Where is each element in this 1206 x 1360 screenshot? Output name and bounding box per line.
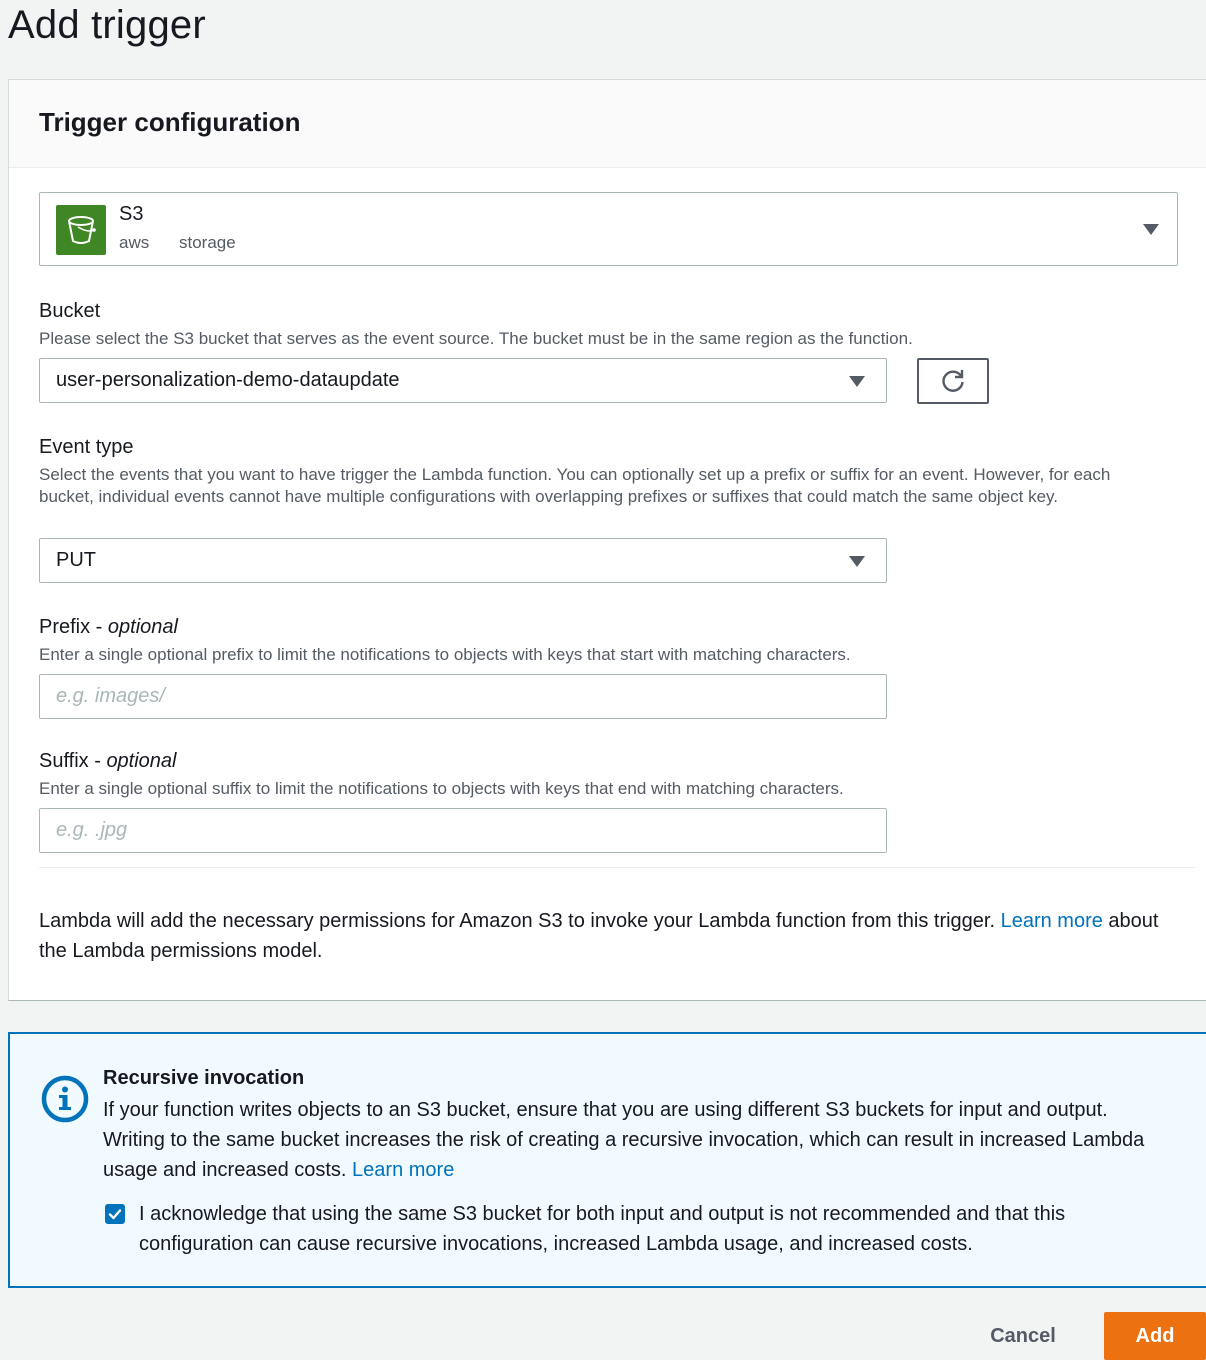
- bucket-description: Please select the S3 bucket that serves as the event source. The bucket must be in the same region as the function.: [39, 329, 913, 348]
- permissions-text: Lambda will add the necessary permissions for Amazon S3 to invoke your Lambda function from this trigger.: [39, 910, 1001, 932]
- cancel-button[interactable]: Cancel: [968, 1312, 1078, 1360]
- bucket-label: Bucket: [39, 300, 101, 322]
- trigger-source-select[interactable]: [39, 192, 1178, 266]
- suffix-input[interactable]: [40, 809, 886, 852]
- suffix-field[interactable]: [39, 808, 887, 853]
- caret-down-icon: [849, 376, 865, 387]
- acknowledge-checkbox[interactable]: [105, 1204, 125, 1224]
- refresh-buckets-button[interactable]: [917, 358, 989, 404]
- alert-learn-more-link[interactable]: Learn more: [352, 1159, 455, 1181]
- page-title: Add trigger: [8, 3, 206, 47]
- event-type-label: Event type: [39, 436, 134, 458]
- optional-marker: optional: [107, 616, 178, 638]
- prefix-description: Enter a single optional prefix to limit the notifications to objects with keys that start with matching characters.: [39, 645, 851, 664]
- permissions-note: [39, 906, 1159, 966]
- permissions-text-end: about the Lambda permissions model.: [39, 910, 1159, 962]
- event-type-select[interactable]: [39, 538, 887, 583]
- bucket-select-value: user-personalization-demo-dataupdate: [56, 369, 400, 391]
- prefix-input[interactable]: [40, 675, 886, 718]
- recursive-invocation-alert: [8, 1032, 1206, 1288]
- prefix-field[interactable]: [39, 674, 887, 719]
- caret-down-icon: [1143, 224, 1159, 235]
- service-tag: storage: [179, 233, 236, 252]
- service-tag: aws: [119, 233, 150, 252]
- prefix-label-text: Prefix -: [39, 616, 108, 638]
- alert-title: Recursive invocation: [103, 1067, 305, 1089]
- alert-body: [103, 1095, 1163, 1185]
- suffix-label: [39, 750, 177, 773]
- alert-body-text: If your function writes objects to an S3 bucket, ensure that you are using different S3 buckets for input and output. Writing to the same bucket increases the risk of creating a recursive invocation, which can result in increased Lambda usage and increased costs.: [103, 1099, 1145, 1181]
- refresh-icon: [940, 368, 966, 394]
- bucket-select[interactable]: [39, 358, 887, 403]
- suffix-label-text: Suffix -: [39, 750, 107, 772]
- checkmark-icon: [107, 1206, 123, 1222]
- event-type-description: Select the events that you want to have trigger the Lambda function. You can optionally set up a prefix or suffix for an event. However, for each bucket, individual events cannot have multiple configurations with overlapping prefixes or suffixes that could match the same object key.: [39, 465, 1111, 506]
- learn-more-link[interactable]: Learn more: [1000, 910, 1103, 932]
- divider: [39, 867, 1195, 868]
- service-name: S3: [119, 203, 144, 225]
- panel-header: [9, 80, 1206, 168]
- panel-title: Trigger configuration: [39, 107, 301, 137]
- event-type-value: PUT: [56, 549, 96, 571]
- info-icon: [40, 1074, 90, 1124]
- trigger-configuration-panel: [8, 79, 1206, 1001]
- acknowledge-label: I acknowledge that using the same S3 bucket for both input and output is not recommended and that this configuration can cause recursive invocations, increased Lambda usage, and increased costs.: [139, 1203, 1066, 1255]
- add-button[interactable]: Add: [1104, 1312, 1206, 1360]
- suffix-description: Enter a single optional suffix to limit the notifications to objects with keys that end with matching characters.: [39, 779, 844, 798]
- s3-bucket-icon: [56, 205, 106, 255]
- caret-down-icon: [849, 556, 865, 567]
- prefix-label: [39, 616, 178, 639]
- optional-marker: optional: [106, 750, 177, 772]
